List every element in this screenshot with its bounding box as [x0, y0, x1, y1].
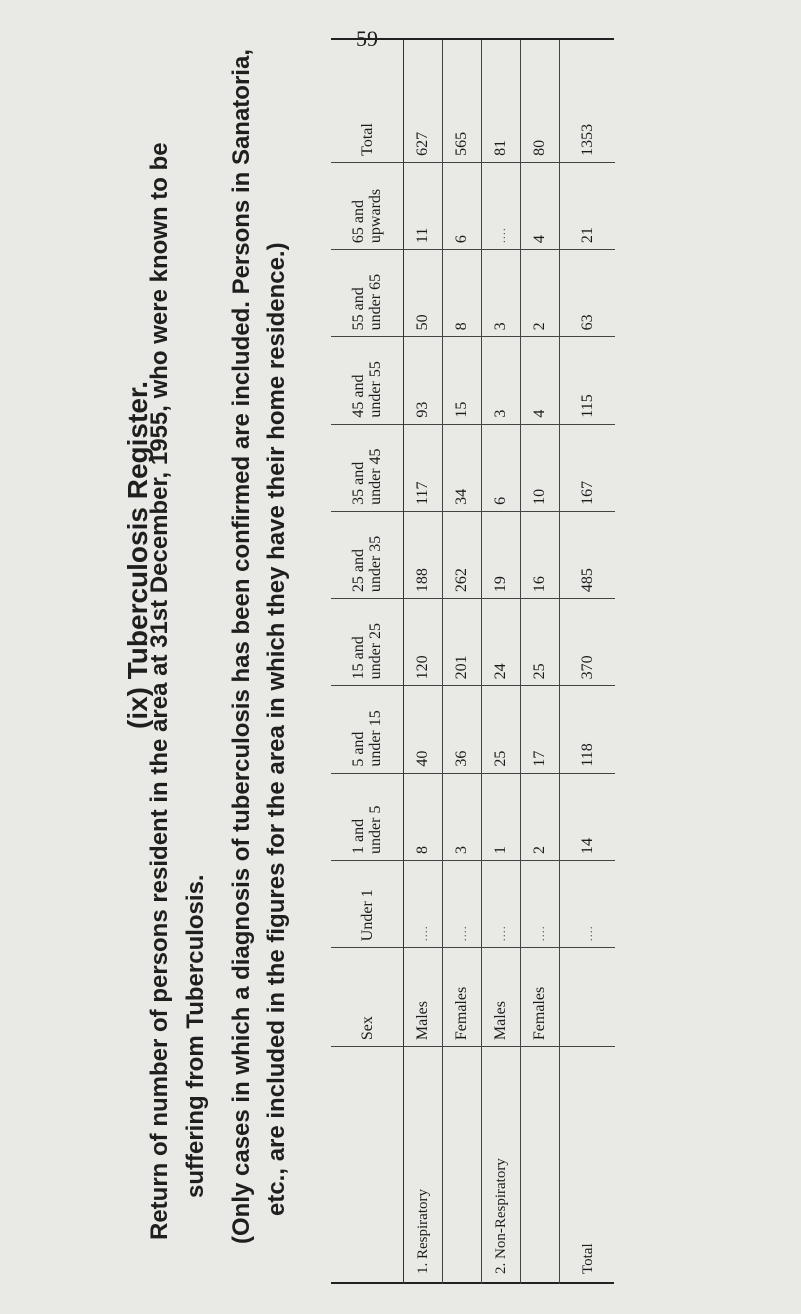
cell-value: ....	[482, 162, 521, 249]
cell-value: 262	[443, 511, 482, 598]
section-title: (ix) Tuberculosis Register.	[122, 380, 153, 729]
cell-value: 118	[560, 686, 616, 773]
heading-line-1: Return of number of persons resident in the area at 31st December, 1955, who were known to be	[146, 142, 173, 1240]
cell-value: 117	[404, 424, 443, 511]
cell-value: ....	[443, 860, 482, 947]
cell-value: 21	[560, 162, 616, 249]
cell-value: 24	[482, 599, 521, 686]
header-age-1-5: 1 and under 5	[331, 773, 404, 860]
cell-value: 188	[404, 511, 443, 598]
row-sex	[560, 948, 616, 1047]
row-sex: Males	[404, 948, 443, 1047]
table-header-row	[331, 40, 404, 1284]
cell-value: 115	[560, 337, 616, 424]
cell-value: 201	[443, 599, 482, 686]
cell-value: 6	[443, 162, 482, 249]
cell-value: 36	[443, 686, 482, 773]
cell-value: ....	[521, 860, 560, 947]
header-age-55-65: 55 and under 65	[331, 250, 404, 337]
table-row	[404, 40, 443, 1284]
row-sex: Males	[482, 948, 521, 1047]
header-sex: Sex	[331, 948, 404, 1047]
row-type-label: Total	[579, 1243, 596, 1274]
cell-value: 25	[482, 686, 521, 773]
cell-value: 17	[521, 686, 560, 773]
cell-total: 1353	[560, 40, 616, 162]
cell-value: 3	[482, 250, 521, 337]
header-age-35-45: 35 and under 45	[331, 424, 404, 511]
cell-value: 1	[482, 773, 521, 860]
cell-total: 565	[443, 40, 482, 162]
cell-total: 627	[404, 40, 443, 162]
cell-value: 167	[560, 424, 616, 511]
cell-value: 25	[521, 599, 560, 686]
row-type-label	[521, 1047, 560, 1284]
row-sex: Females	[443, 948, 482, 1047]
cell-total: 81	[482, 40, 521, 162]
page-number: 59	[356, 26, 378, 51]
cell-value: 50	[404, 250, 443, 337]
cell-value: ....	[482, 860, 521, 947]
tuberculosis-register-table	[331, 40, 615, 1284]
cell-value: 16	[521, 511, 560, 598]
cell-total: 80	[521, 40, 560, 162]
cell-value: 485	[560, 511, 616, 598]
table-row	[482, 40, 521, 1284]
heading-note-line-2: etc., are included in the figures for the area in which they have their home residence.)	[263, 242, 290, 1216]
header-type	[331, 1047, 404, 1284]
row-type-label: 1. Respiratory	[404, 1047, 443, 1284]
cell-value: 10	[521, 424, 560, 511]
header-total: Total	[331, 40, 404, 162]
table-row	[521, 40, 560, 1284]
cell-value: 3	[443, 773, 482, 860]
cell-value: 15	[443, 337, 482, 424]
cell-value: 11	[404, 162, 443, 249]
cell-value: 2	[521, 773, 560, 860]
heading-line-2: suffering from Tuberculosis.	[182, 874, 209, 1198]
cell-value: 6	[482, 424, 521, 511]
header-age-5-15: 5 and under 15	[331, 686, 404, 773]
heading-note-line-1: (Only cases in which a diagnosis of tuberculosis has been confirmed are included. Persons in Sanatoria,	[228, 49, 255, 1244]
cell-value: 4	[521, 162, 560, 249]
header-age-under-1: Under 1	[331, 860, 404, 947]
cell-value: ....	[560, 860, 616, 947]
table-total-row	[560, 40, 616, 1284]
cell-value: 14	[560, 773, 616, 860]
cell-value: 2	[521, 250, 560, 337]
row-type-label: 2. Non-Respiratory	[482, 1047, 521, 1284]
cell-value: 3	[482, 337, 521, 424]
row-type-label	[443, 1047, 482, 1284]
header-age-65-up: 65 and upwards	[331, 162, 404, 249]
cell-value: 93	[404, 337, 443, 424]
row-sex: Females	[521, 948, 560, 1047]
table-row	[443, 40, 482, 1284]
cell-value: 4	[521, 337, 560, 424]
cell-value: 120	[404, 599, 443, 686]
cell-value: 63	[560, 250, 616, 337]
cell-value: 8	[404, 773, 443, 860]
header-age-25-35: 25 and under 35	[331, 511, 404, 598]
cell-value: ....	[404, 860, 443, 947]
cell-value: 370	[560, 599, 616, 686]
cell-value: 8	[443, 250, 482, 337]
header-age-45-55: 45 and under 55	[331, 337, 404, 424]
cell-value: 40	[404, 686, 443, 773]
cell-value: 19	[482, 511, 521, 598]
header-age-15-25: 15 and under 25	[331, 599, 404, 686]
cell-value: 34	[443, 424, 482, 511]
